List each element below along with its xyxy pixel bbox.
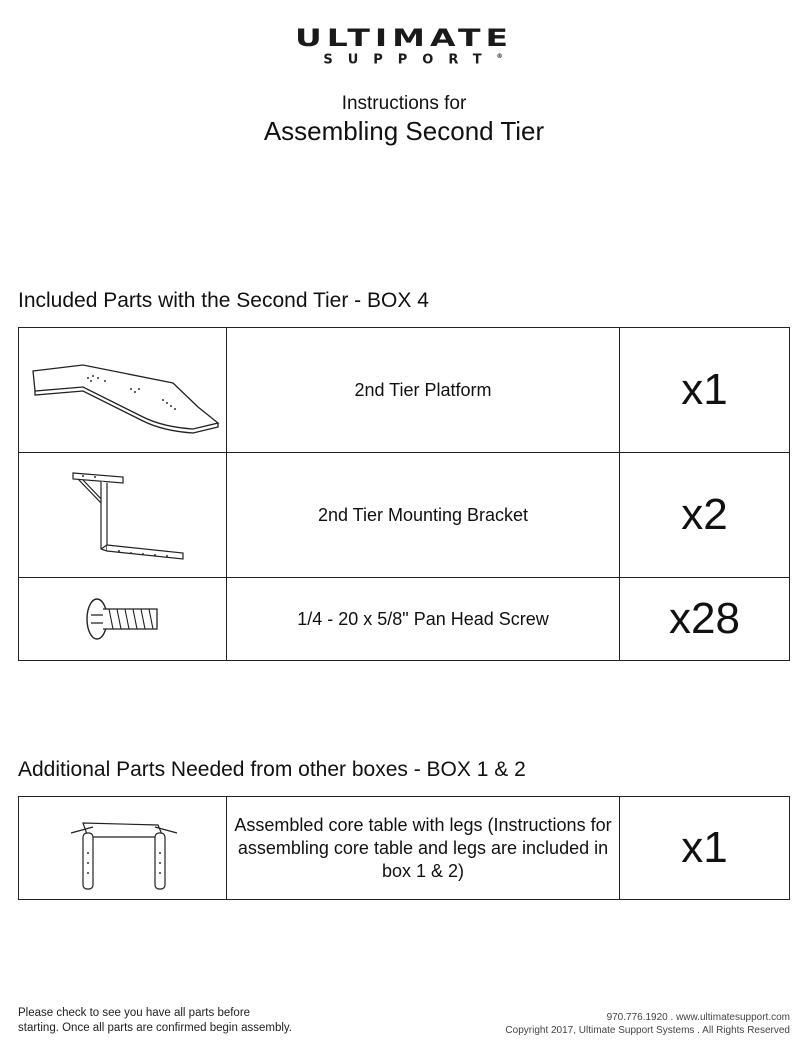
brand-logo [0, 20, 808, 67]
part-quantity: x28 [620, 578, 790, 661]
footer-note-line: Please check to see you have all parts before [18, 1007, 251, 1019]
logo-wordmark: ULTIMATE [294, 23, 514, 52]
section-heading-included-parts: Included Parts with the Second Tier - BOX 4 [18, 289, 429, 312]
additional-parts-table [18, 796, 790, 900]
footer-note [18, 1006, 292, 1036]
tier-platform-drawing-icon [23, 345, 223, 435]
part-description: 2nd Tier Platform [227, 328, 620, 453]
mounting-bracket-drawing-icon [23, 465, 223, 565]
core-table-drawing-icon [63, 803, 183, 893]
document-subtitle: Instructions for [341, 93, 467, 114]
document-title: Assembling Second Tier [263, 116, 545, 146]
part-image-cell [19, 453, 227, 578]
section-heading-additional-parts: Additional Parts Needed from other boxes - BOX 1 & 2 [18, 758, 526, 781]
footer-note-line: starting. Once all parts are confirmed begin assembly. [18, 1022, 292, 1034]
registered-mark: ® [496, 53, 503, 60]
table-row [19, 578, 790, 661]
table-row [19, 797, 790, 900]
part-image-cell [19, 328, 227, 453]
part-description: Assembled core table with legs (Instructions for assembling core table and legs are included in box 1 & 2) [227, 797, 620, 900]
footer-contact [505, 1011, 790, 1037]
pan-head-screw-drawing-icon [73, 589, 173, 649]
part-quantity: x2 [620, 453, 790, 578]
table-row [19, 453, 790, 578]
part-description: 1/4 - 20 x 5/8" Pan Head Screw [227, 578, 620, 661]
included-parts-table [18, 327, 790, 661]
footer-copyright: Copyright 2017, Ultimate Support Systems . All Rights Reserved [505, 1025, 790, 1036]
footer-contact-line: 970.776.1920 . www.ultimatesupport.com [606, 1012, 790, 1023]
part-image-cell [19, 578, 227, 661]
table-row [19, 328, 790, 453]
part-quantity: x1 [620, 797, 790, 900]
part-description: 2nd Tier Mounting Bracket [227, 453, 620, 578]
part-image-cell [19, 797, 227, 900]
logo-subword: SUPPORT® [323, 52, 503, 68]
part-quantity: x1 [620, 328, 790, 453]
